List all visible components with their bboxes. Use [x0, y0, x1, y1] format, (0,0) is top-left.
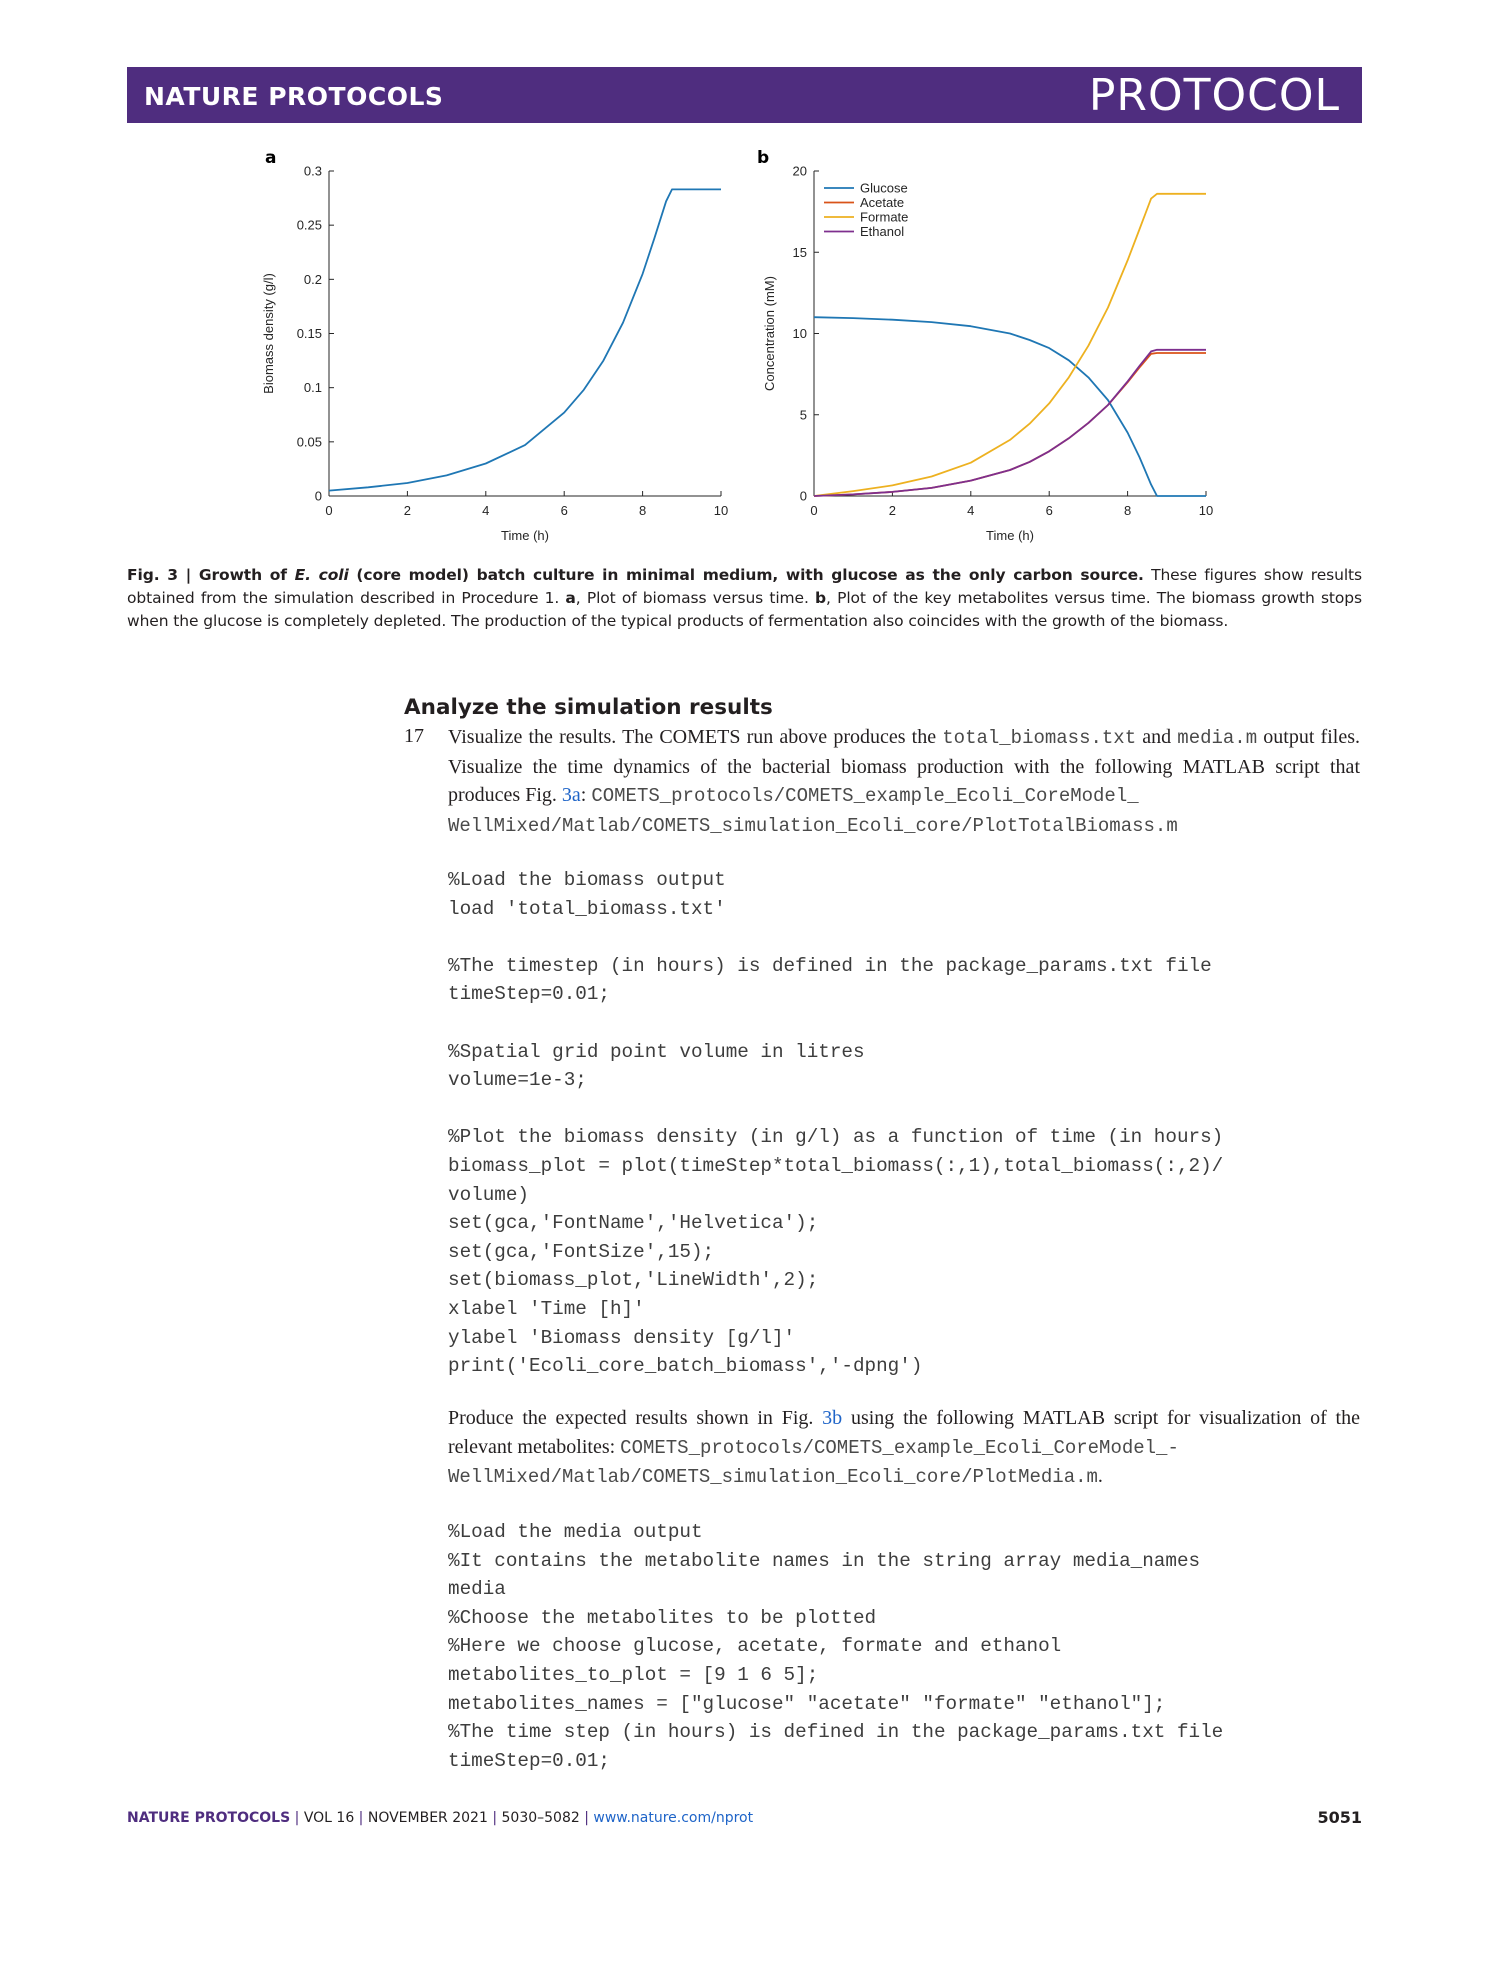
step-text-2: and	[1136, 726, 1178, 748]
code-line: set(biomass_plot,'LineWidth',2);	[448, 1269, 819, 1292]
caption-title-italic: E. coli	[294, 566, 349, 584]
chart-panel-a	[261, 164, 728, 544]
file-biomass: total_biomass.txt	[942, 727, 1137, 749]
step-text-3: output files. Visualize the time dynamics of the bacterial biomass production with the following MATLAB script that produces Fig.	[448, 726, 1360, 807]
code-line: %Plot the biomass density (in g/l) as a function of time (in hours)	[448, 1126, 1224, 1149]
code-line: %The timestep (in hours) is defined in the package_params.txt file	[448, 954, 1212, 977]
code-line: volume=1e-3;	[448, 1069, 587, 1092]
y-tick-label: 0	[314, 488, 322, 504]
step-text-1: Visualize the results. The COMETS run above produces the	[448, 726, 943, 748]
section-heading: Analyze the simulation results	[404, 695, 773, 720]
code-line: set(gca,'FontSize',15);	[448, 1240, 715, 1263]
code-line: print('Ecoli_core_batch_biomass','-dpng')	[448, 1355, 923, 1378]
code-line: metabolites_to_plot = [9 1 6 5];	[448, 1663, 819, 1686]
x-tick-label: 2	[888, 503, 897, 518]
code-line: ylabel 'Biomass density [g/l]'	[448, 1326, 796, 1349]
y-tick-label: 20	[792, 163, 807, 179]
legend-entry: Glucose	[860, 180, 908, 196]
x-tick-label: 4	[482, 503, 490, 518]
x-tick-label: 0	[325, 503, 333, 518]
footer-url[interactable]: www.nature.com/nprot	[593, 1810, 754, 1826]
y-axis-label: Biomass density (g/l)	[261, 273, 276, 394]
x-tick-label: 10	[1198, 503, 1214, 518]
code-line: %It contains the metabolite names in the string array media_names	[448, 1549, 1201, 1572]
code-line: timeStep=0.01;	[448, 983, 610, 1006]
y-axis-label: Concentration (mM)	[762, 276, 777, 391]
figure-3-svg	[127, 150, 1362, 560]
code-line: %Load the biomass output	[448, 869, 726, 891]
y-tick-label: 0.3	[303, 163, 322, 179]
para2-end: .	[1097, 1465, 1103, 1488]
panel-b-letter: b	[757, 150, 770, 168]
para2-text-1: Produce the expected results shown in Fig.	[448, 1407, 823, 1429]
caption-label: Fig. 3 |	[127, 566, 199, 584]
fig-3a-link[interactable]: 3a	[561, 784, 581, 807]
journal-name: NATURE PROTOCOLS	[144, 82, 444, 111]
x-axis-label: Time (h)	[986, 528, 1034, 543]
script-path-a-2: WellMixed/Matlab/COMETS_simulation_Ecoli_core/PlotTotalBiomass.m	[448, 814, 1178, 837]
code-line: metabolites_names = ["glucose" "acetate" "formate" "ethanol"];	[448, 1692, 1166, 1715]
code-line: %The time step (in hours) is defined in the package_params.txt file	[448, 1721, 1224, 1744]
code-line: %Here we choose glucose, acetate, formate and ethanol	[448, 1635, 1062, 1658]
caption-body-1: These figures show results obtained from the simulation described in Procedure 1.	[127, 566, 1362, 607]
code-line	[448, 923, 1223, 952]
step-text-4: :	[580, 784, 592, 807]
y-tick-label: 0.1	[303, 380, 322, 396]
code-line: set(gca,'FontName','Helvetica');	[448, 1212, 819, 1235]
legend-entry: Acetate	[860, 195, 905, 210]
footer-citation: NATURE PROTOCOLS | VOL 16 | NOVEMBER 2021 | 5030–5082 | www.nature.com/nprot	[127, 1810, 754, 1826]
step-number: 17	[404, 725, 424, 747]
para2-text-2: using the following MATLAB script for visualization of the relevant metabolites:	[448, 1407, 1360, 1458]
footer-volume: VOL 16	[303, 1810, 355, 1826]
x-axis-label: Time (h)	[501, 528, 549, 543]
code-line: %Load the media output	[448, 1521, 703, 1543]
x-tick-label: 6	[560, 503, 568, 518]
article-type: PROTOCOL	[1088, 70, 1340, 121]
code-line: biomass_plot = plot(timeStep*total_biomass(:,1),total_biomass(:,2)/	[448, 1154, 1224, 1177]
series-line-0	[329, 189, 721, 490]
code-block-biomass	[448, 866, 1223, 1381]
series-line-formate	[814, 194, 1206, 496]
y-tick-label: 0.05	[296, 434, 322, 450]
fig-3b-link[interactable]: 3b	[822, 1407, 843, 1429]
script-path-b-1: COMETS_protocols/COMETS_example_Ecoli_CoreModel_-	[620, 1436, 1179, 1459]
caption-title-pre: Growth of	[198, 566, 295, 584]
caption-body-3: , Plot of the key metabolites versus time. The biomass growth stops when the glucose is completely depleted. The production of the typical products of fermentation also coincides with the growth of the biomass.	[127, 589, 1363, 630]
code-line: %Spatial grid point volume in litres	[448, 1040, 865, 1063]
y-tick-label: 0.25	[296, 217, 322, 233]
code-line: xlabel 'Time [h]'	[448, 1297, 645, 1320]
y-tick-label: 5	[799, 407, 807, 423]
code-line: load 'total_biomass.txt'	[448, 897, 726, 920]
chart-panel-b	[762, 164, 1213, 544]
y-tick-label: 0.2	[303, 271, 322, 287]
figure-caption	[127, 564, 1362, 633]
footer-pages: 5030–5082	[501, 1810, 580, 1826]
x-tick-label: 8	[1123, 503, 1132, 518]
x-tick-label: 8	[638, 503, 647, 518]
script-path-a-1: COMETS_protocols/COMETS_example_Ecoli_CoreModel_	[591, 785, 1139, 808]
x-tick-label: 0	[810, 503, 818, 518]
footer-date: NOVEMBER 2021	[367, 1810, 488, 1826]
caption-panel-b: b	[815, 589, 827, 607]
code-line	[448, 1095, 1223, 1124]
caption-panel-a: a	[565, 589, 576, 607]
code-block-media	[448, 1518, 1223, 1775]
code-line: %Choose the metabolites to be plotted	[448, 1606, 877, 1629]
legend-entry: Formate	[860, 209, 909, 225]
footer-journal: NATURE PROTOCOLS	[127, 1810, 291, 1826]
code-line: timeStep=0.01;	[448, 1749, 610, 1772]
y-tick-label: 0	[799, 488, 807, 504]
x-tick-label: 4	[967, 503, 975, 518]
y-tick-label: 10	[792, 326, 807, 341]
caption-title-post: (core model) batch culture in minimal medium, with glucose as the only carbon source.	[348, 566, 1144, 584]
y-tick-label: 0.15	[296, 326, 322, 341]
step-17-paragraph	[448, 723, 1360, 840]
x-tick-label: 6	[1045, 503, 1053, 518]
journal-header-bar	[127, 67, 1362, 123]
panel-a-letter: a	[265, 150, 277, 168]
script-path-b-2: WellMixed/Matlab/COMETS_simulation_Ecoli_core/PlotMedia.m	[448, 1466, 1098, 1489]
page-number: 5051	[1317, 1808, 1362, 1827]
code-line: volume)	[448, 1183, 529, 1206]
legend-entry: Ethanol	[860, 224, 905, 239]
code-line: media	[448, 1578, 506, 1601]
file-media: media.m	[1177, 727, 1258, 749]
figure-3	[127, 150, 1362, 560]
x-tick-label: 2	[403, 503, 412, 518]
caption-body-2: , Plot of biomass versus time.	[575, 589, 816, 607]
y-tick-label: 15	[792, 244, 807, 260]
x-tick-label: 10	[713, 503, 729, 518]
code-line	[448, 1009, 1223, 1038]
step-17-paragraph-2	[448, 1404, 1360, 1492]
